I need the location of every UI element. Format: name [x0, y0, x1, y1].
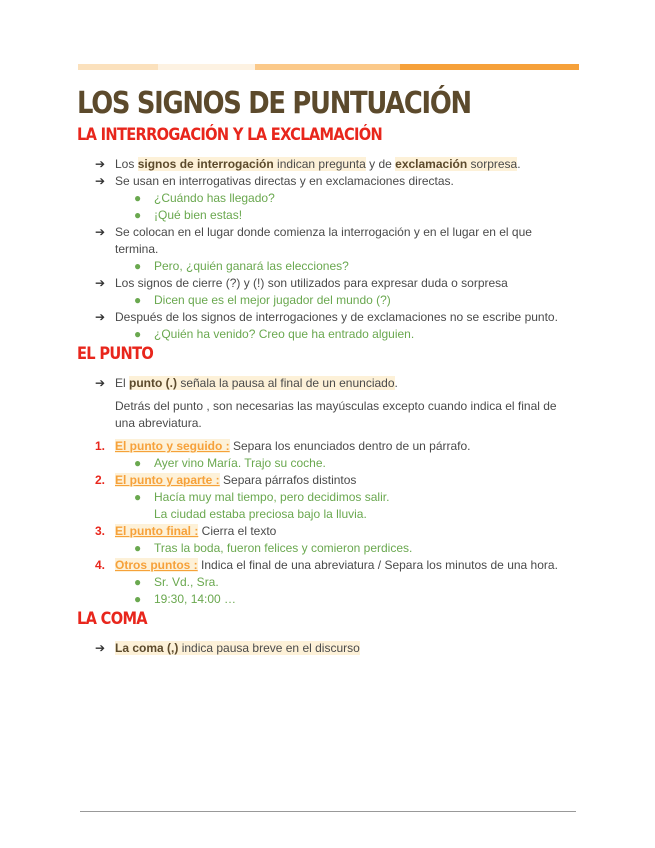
- example-item: ● 19:30, 14:00 …: [134, 592, 237, 606]
- example-item: ● Hacía muy mal tiempo, pero decidimos salir.: [134, 490, 390, 504]
- dot-icon: ●: [134, 592, 142, 606]
- paragraph: Detrás del punto , son necesarias las mayúsculas excepto cuando indica el final de una abreviatura.: [115, 399, 557, 430]
- term-link[interactable]: El punto y aparte :: [115, 473, 220, 487]
- list-item: ➔ Después de los signos de interrogaciones y de exclamaciones no se escribe punto. ● ¿Quién ha venido? Creo que ha entrado alguien.: [77, 309, 577, 343]
- arrow-right-icon: ➔: [95, 225, 106, 239]
- term-link[interactable]: El punto y seguido :: [115, 439, 230, 453]
- arrow-right-icon: ➔: [95, 310, 106, 324]
- dot-icon: ●: [134, 191, 142, 205]
- example-list: [115, 574, 577, 608]
- numbered-list: [77, 438, 577, 608]
- example-item: ● ¡Qué bien estas!: [134, 208, 243, 222]
- term-link[interactable]: Otros puntos :: [115, 558, 198, 572]
- bullet-list: [77, 375, 577, 392]
- dot-icon: ●: [134, 541, 142, 555]
- numbered-item: 4. Otros puntos : Indica el final de una abreviatura / Separa los minutos de una hora. ● Sr. Vd., Sra. ● 19:30, 14:00 …: [77, 557, 577, 608]
- dot-icon: ●: [134, 293, 142, 307]
- dot-icon: ●: [134, 259, 142, 273]
- section-heading-punto: EL PUNTO: [77, 344, 154, 364]
- example-item: ● ¿Quién ha venido? Creo que ha entrado alguien.: [134, 327, 415, 341]
- example-list: [115, 190, 577, 224]
- example-item: ● Sr. Vd., Sra.: [134, 575, 219, 589]
- list-item: ➔ Se usan en interrogativas directas y en exclamaciones directas. ● ¿Cuándo has llegado? ● ¡Qué bien estas!: [77, 173, 577, 224]
- dot-icon: ●: [134, 575, 142, 589]
- example-continuation: La ciudad estaba preciosa bajo la lluvia.: [154, 507, 367, 521]
- dot-icon: ●: [134, 208, 142, 222]
- example-item: ● Pero, ¿quién ganará las elecciones?: [134, 259, 349, 273]
- section-heading-interrogacion: LA INTERROGACIÓN Y LA EXCLAMACIÓN: [77, 125, 383, 145]
- top-bar-segment: [400, 64, 579, 70]
- footer-divider: [80, 811, 576, 812]
- example-list: [115, 292, 577, 309]
- arrow-right-icon: ➔: [95, 276, 106, 290]
- highlight: signos de interrogación indican pregunta: [137, 157, 366, 171]
- top-bar-segment: [78, 64, 158, 70]
- dot-icon: ●: [134, 490, 142, 504]
- highlight: exclamación sorpresa: [395, 157, 518, 171]
- example-list: [115, 326, 577, 343]
- top-bar-segment: [158, 64, 255, 70]
- example-item: ● ¿Cuándo has llegado?: [134, 191, 275, 205]
- arrow-right-icon: ➔: [95, 157, 106, 171]
- numbered-item: 2. El punto y aparte : Separa párrafos distintos ● Hacía muy mal tiempo, pero decidimos salir. La ciudad estaba preciosa bajo la lluvia.: [77, 472, 577, 523]
- top-color-bar: [78, 64, 579, 70]
- page-title: LOS SIGNOS DE PUNTUACIÓN: [77, 86, 471, 121]
- list-item: ➔ Se colocan en el lugar donde comienza la interrogación y en el lugar en el que termina. ● Pero, ¿quién ganará las elecciones?: [77, 224, 577, 275]
- example-list: [115, 489, 577, 506]
- highlight: La coma (,) indica pausa breve en el discurso: [115, 641, 360, 655]
- bullet-list: [77, 640, 577, 657]
- highlight: punto (.) señala la pausa al final de un enunciado: [129, 376, 395, 390]
- list-item: [77, 640, 577, 657]
- example-item: ● Ayer vino María. Trajo su coche.: [134, 456, 326, 470]
- numbered-item: 3. El punto final : Cierra el texto ● Tras la boda, fueron felices y comieron perdices.: [77, 523, 577, 557]
- dot-icon: ●: [134, 456, 142, 470]
- section-heading-coma: LA COMA: [77, 609, 147, 629]
- example-list: [115, 258, 577, 275]
- example-list: [115, 540, 577, 557]
- arrow-right-icon: ➔: [95, 376, 106, 390]
- top-bar-segment: [255, 64, 400, 70]
- document-page: [77, 80, 577, 657]
- list-item: ➔ Los signos de cierre (?) y (!) son utilizados para expresar duda o sorpresa ● Dicen que es el mejor jugador del mundo (?): [77, 275, 577, 309]
- arrow-right-icon: ➔: [95, 641, 106, 655]
- list-item: ➔ Los signos de interrogación indican pregunta y de exclamación sorpresa.: [95, 157, 521, 171]
- bullet-list: [77, 156, 577, 343]
- example-list: [115, 455, 577, 472]
- example-item: ● Tras la boda, fueron felices y comieron perdices.: [134, 541, 413, 555]
- example-item: ● Dicen que es el mejor jugador del mundo (?): [134, 293, 391, 307]
- term-link[interactable]: El punto final :: [115, 524, 199, 538]
- arrow-right-icon: ➔: [95, 174, 106, 188]
- dot-icon: ●: [134, 327, 142, 341]
- list-item: ➔ El punto (.) señala la pausa al final de un enunciado.: [95, 376, 398, 390]
- numbered-item: 1. El punto y seguido : Separa los enunciados dentro de un párrafo. ● Ayer vino María. Trajo su coche.: [77, 438, 577, 472]
